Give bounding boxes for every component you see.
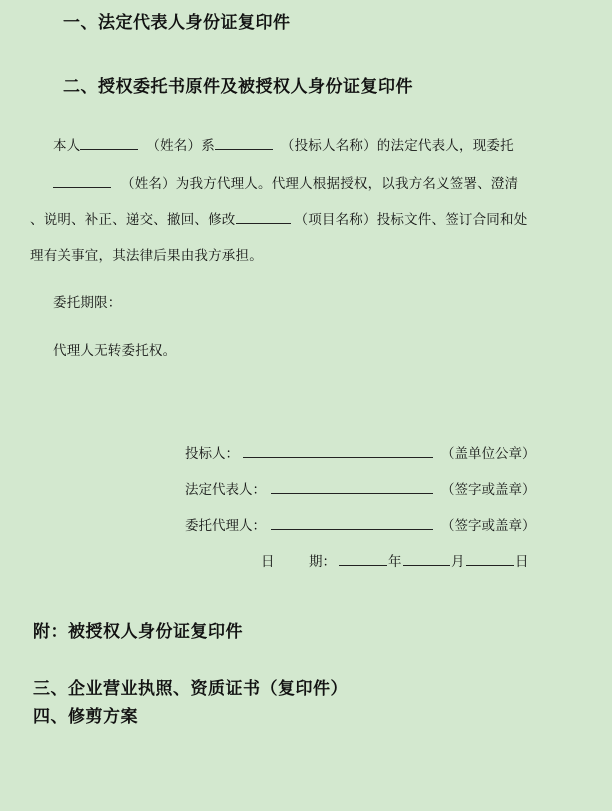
paragraph-line-1 bbox=[53, 134, 514, 154]
bidder-stamp-note: （盖单位公章） bbox=[441, 446, 536, 462]
name-blank[interactable] bbox=[80, 136, 138, 150]
bidder-name-blank[interactable] bbox=[215, 136, 273, 150]
year-blank[interactable] bbox=[339, 564, 387, 566]
term-label: 委托期限： bbox=[53, 295, 122, 311]
heading-pruning-plan: 四、修剪方案 bbox=[33, 707, 138, 727]
text-self: 本人 bbox=[53, 138, 81, 154]
month-label: 月 bbox=[451, 554, 465, 570]
legal-rep-label: 法定代表人： bbox=[185, 482, 266, 498]
attachment-heading: 附：被授权人身份证复印件 bbox=[33, 622, 243, 642]
bidder-label: 投标人： bbox=[185, 446, 239, 462]
legal-rep-sign-note: （签字或盖章） bbox=[441, 482, 536, 498]
heading-legal-rep-id-copy: 一、法定代表人身份证复印件 bbox=[63, 13, 291, 33]
paragraph-line-2 bbox=[53, 172, 518, 192]
day-label: 日 bbox=[515, 554, 529, 570]
day-blank[interactable] bbox=[466, 564, 514, 566]
agent-label: 委托代理人： bbox=[185, 518, 266, 534]
paragraph-line-3 bbox=[30, 208, 527, 228]
text-actions: 、说明、补正、递交、撤回、修改 bbox=[30, 212, 236, 228]
agent-name-blank[interactable] bbox=[53, 174, 111, 188]
date-label-period: 期： bbox=[309, 554, 336, 570]
text-agent: （姓名）为我方代理人。代理人根据授权，以我方名义签署、澄清 bbox=[121, 176, 519, 192]
agent-signature-line[interactable] bbox=[271, 528, 433, 530]
agent-sign-note: （签字或盖章） bbox=[441, 518, 536, 534]
no-transfer-text: 代理人无转委托权。 bbox=[53, 343, 177, 359]
bidder-signature-line[interactable] bbox=[243, 456, 433, 458]
project-name-blank[interactable] bbox=[236, 210, 291, 224]
date-label-day-char: 日 bbox=[261, 554, 275, 570]
year-label: 年 bbox=[388, 554, 402, 570]
legal-rep-signature-line[interactable] bbox=[271, 492, 433, 494]
month-blank[interactable] bbox=[403, 564, 450, 566]
paragraph-line-4: 理有关事宜，其法律后果由我方承担。 bbox=[30, 248, 263, 264]
text-legal-rep: （投标人名称）的法定代表人，现委托 bbox=[280, 138, 514, 154]
text-project: （项目名称）投标文件、签订合同和处 bbox=[294, 212, 528, 228]
text-name-of: （姓名）系 bbox=[146, 138, 215, 154]
heading-authorization-letter: 二、授权委托书原件及被授权人身份证复印件 bbox=[63, 77, 413, 97]
heading-business-license: 三、企业营业执照、资质证书（复印件） bbox=[33, 679, 348, 699]
